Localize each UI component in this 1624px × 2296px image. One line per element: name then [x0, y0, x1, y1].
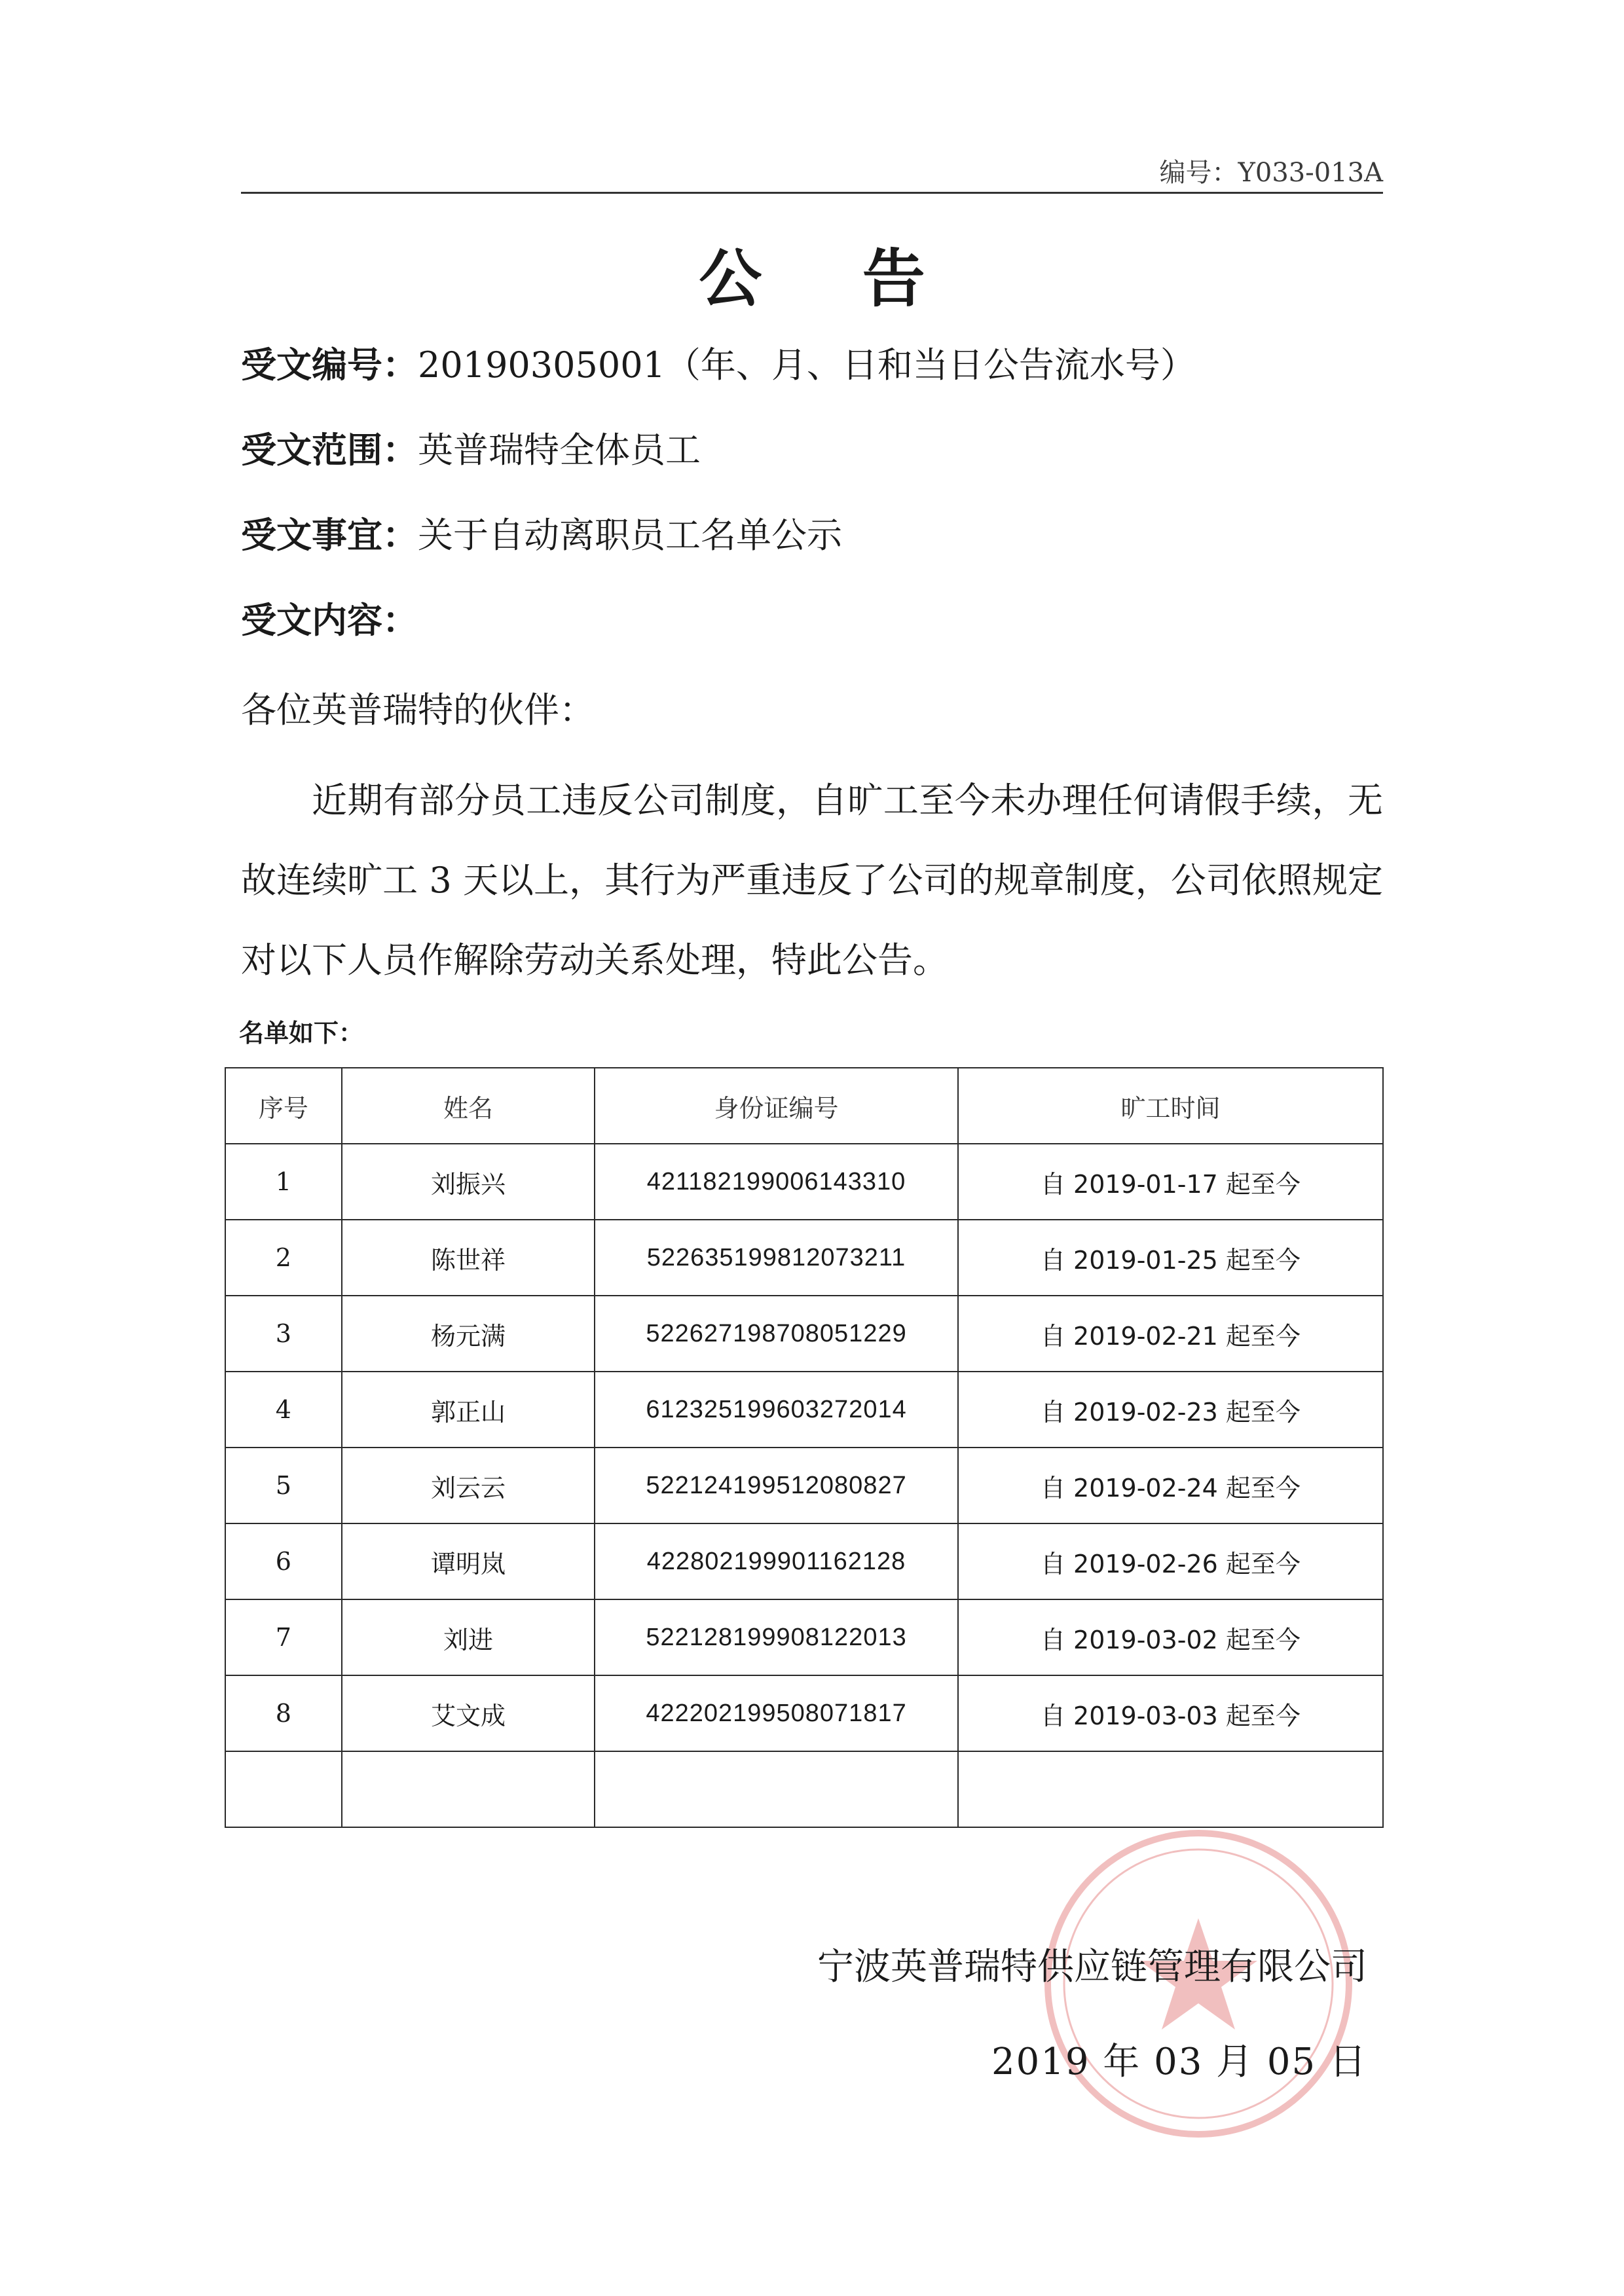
table-row [225, 1296, 1383, 1372]
field-label: 受文事宜： [241, 515, 418, 556]
cell-absence-time: 自 2019-03-02 起至今 [958, 1599, 1383, 1675]
cell-name: 谭明岚 [342, 1523, 595, 1599]
field-document-number [241, 337, 1196, 388]
page-title: 公 告 [699, 242, 965, 316]
field-content [241, 592, 418, 643]
cell-name: 郭正山 [342, 1372, 595, 1448]
header-id-number: 身份证编号 [595, 1068, 958, 1144]
cell-index: 5 [225, 1448, 342, 1523]
cell-id-number: 522627198708051229 [595, 1296, 958, 1372]
cell-index: 8 [225, 1675, 342, 1751]
cell-absence-time: 自 2019-01-25 起至今 [958, 1220, 1383, 1296]
cell-absence-time: 自 2019-02-21 起至今 [958, 1296, 1383, 1372]
cell-name [342, 1751, 595, 1827]
field-value: 英普瑞特全体员工 [418, 429, 701, 471]
cell-absence-time: 自 2019-02-23 起至今 [958, 1372, 1383, 1448]
cell-name: 刘振兴 [342, 1144, 595, 1220]
greeting: 各位英普瑞特的伙伴： [241, 689, 595, 731]
cell-id-number: 421182199006143310 [595, 1144, 958, 1220]
field-value: 关于自动离职员工名单公示 [418, 515, 842, 556]
table-row [225, 1448, 1383, 1523]
signature-date: 2019 年 03 月 05 日 [991, 2041, 1367, 2083]
cell-index: 3 [225, 1296, 342, 1372]
cell-index [225, 1751, 342, 1827]
table-row [225, 1372, 1383, 1448]
table-row [225, 1144, 1383, 1220]
cell-id-number: 522128199908122013 [595, 1599, 958, 1675]
cell-name: 陈世祥 [342, 1220, 595, 1296]
cell-id-number: 422202199508071817 [595, 1675, 958, 1751]
field-label: 受文编号： [241, 344, 418, 386]
field-label: 受文范围： [241, 429, 418, 471]
cell-absence-time: 自 2019-03-03 起至今 [958, 1675, 1383, 1751]
cell-id-number [595, 1751, 958, 1827]
table-row [225, 1523, 1383, 1599]
cell-absence-time: 自 2019-02-24 起至今 [958, 1448, 1383, 1523]
table-row [225, 1675, 1383, 1751]
cell-name: 刘云云 [342, 1448, 595, 1523]
cell-index: 2 [225, 1220, 342, 1296]
company-signature: 宁波英普瑞特供应链管理有限公司 [817, 1946, 1367, 1988]
employee-table [225, 1067, 1384, 1828]
cell-id-number: 612325199603272014 [595, 1372, 958, 1448]
field-scope [241, 422, 701, 473]
list-label: 名单如下： [239, 1019, 364, 1048]
field-matter [241, 507, 842, 558]
cell-absence-time: 自 2019-02-26 起至今 [958, 1523, 1383, 1599]
body-paragraph: 近期有部分员工违反公司制度，自旷工至今未办理任何请假手续，无故连续旷工 3 天以上，其行为严重违反了公司的规章制度，公司依照规定对以下人员作解除劳动关系处理，特此公告。 [241, 780, 1383, 981]
field-label: 受文内容： [241, 600, 418, 641]
cell-absence-time [958, 1751, 1383, 1827]
header-index: 序号 [225, 1068, 342, 1144]
cell-index: 7 [225, 1599, 342, 1675]
cell-index: 1 [225, 1144, 342, 1220]
header-divider [241, 192, 1383, 194]
table-row-empty [225, 1751, 1383, 1827]
cell-id-number: 522124199512080827 [595, 1448, 958, 1523]
cell-index: 6 [225, 1523, 342, 1599]
cell-index: 4 [225, 1372, 342, 1448]
cell-name: 刘进 [342, 1599, 595, 1675]
cell-id-number: 522635199812073211 [595, 1220, 958, 1296]
cell-name: 杨元满 [342, 1296, 595, 1372]
cell-name: 艾文成 [342, 1675, 595, 1751]
header-absence-time: 旷工时间 [958, 1068, 1383, 1144]
cell-absence-time: 自 2019-01-17 起至今 [958, 1144, 1383, 1220]
document-code: 编号：Y033-013A [1159, 158, 1383, 188]
table-row [225, 1220, 1383, 1296]
table-header-row [225, 1068, 1383, 1144]
table-row [225, 1599, 1383, 1675]
cell-id-number: 422802199901162128 [595, 1523, 958, 1599]
header-name: 姓名 [342, 1068, 595, 1144]
field-value: 20190305001（年、月、日和当日公告流水号） [418, 344, 1196, 386]
